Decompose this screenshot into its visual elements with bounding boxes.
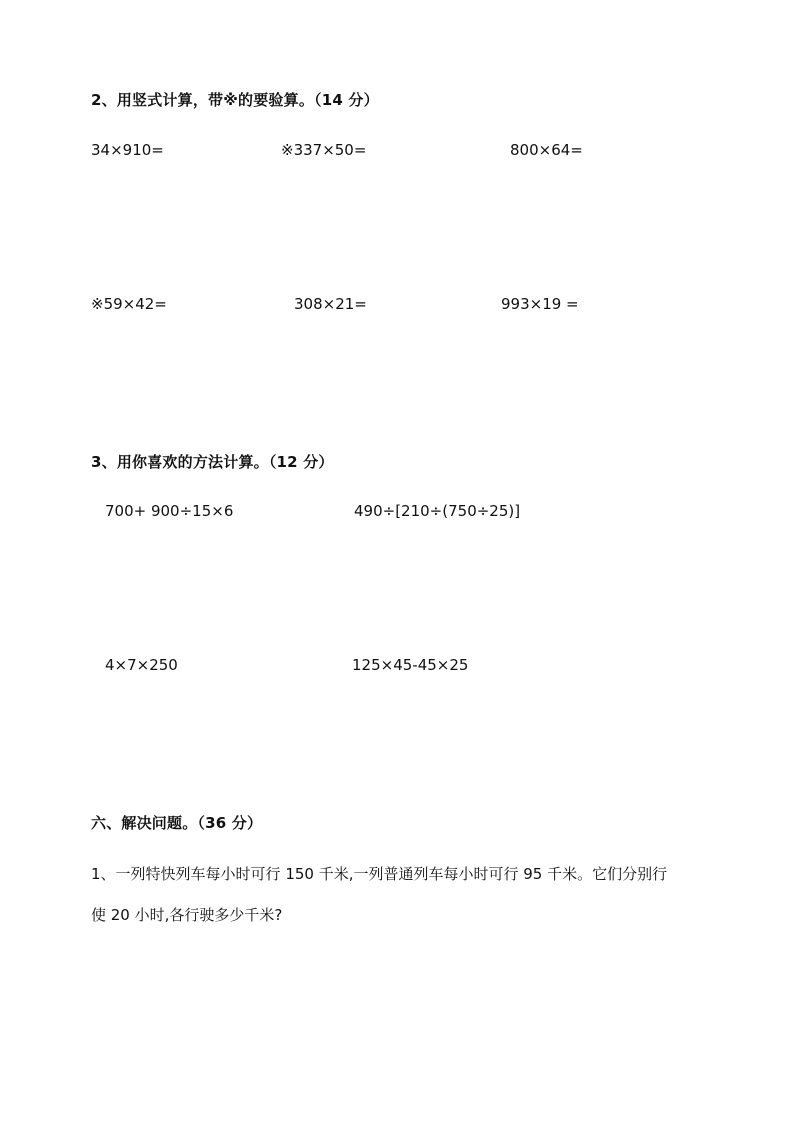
- vertical-calc-problem-4: ※59×42=: [91, 295, 167, 313]
- method-calc-problem-1: 700+ 900÷15×6: [105, 502, 234, 520]
- section-2-heading: 2、用竖式计算，带※的要验算。（14 分）: [91, 91, 379, 109]
- vertical-calc-problem-2: ※337×50=: [281, 141, 367, 159]
- method-calc-problem-3: 4×7×250: [105, 656, 178, 674]
- vertical-calc-problem-1: 34×910=: [91, 141, 164, 159]
- vertical-calc-problem-5: 308×21=: [294, 295, 367, 313]
- method-calc-problem-2: 490÷[210÷(750÷25)]: [354, 502, 521, 520]
- section-3-heading: 3、用你喜欢的方法计算。（12 分）: [91, 453, 334, 471]
- section-6-heading: 六、解决问题。（36 分）: [91, 814, 263, 832]
- vertical-calc-problem-3: 800×64=: [510, 141, 583, 159]
- word-problem-1-line-2: 使 20 小时,各行驶多少千米?: [91, 906, 283, 924]
- method-calc-problem-4: 125×45-45×25: [352, 656, 469, 674]
- word-problem-1-line-1: 1、一列特快列车每小时可行 150 千米,一列普通列车每小时可行 95 千米。它们分别行: [91, 865, 668, 883]
- vertical-calc-problem-6: 993×19 =: [501, 295, 579, 313]
